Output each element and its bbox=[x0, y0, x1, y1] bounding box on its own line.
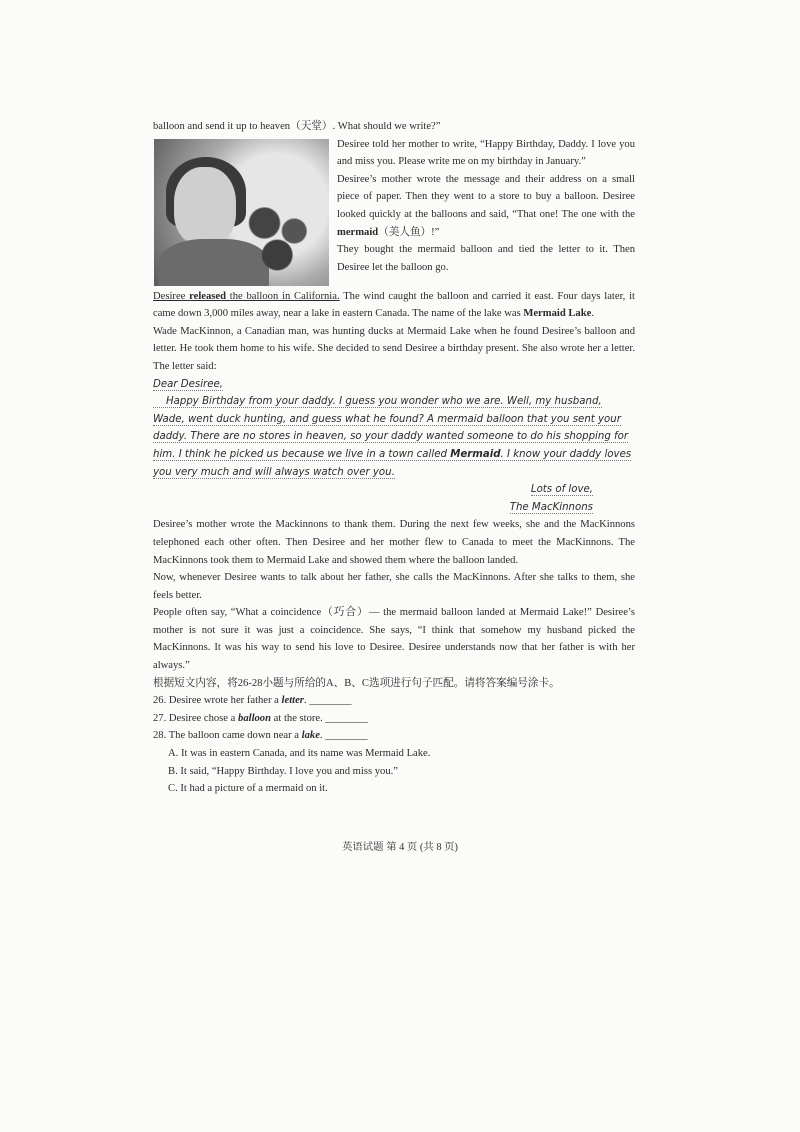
option-b: B. It said, “Happy Birthday. I love you and miss you.” bbox=[168, 765, 398, 777]
paragraph-3: They bought the mermaid balloon and tied the letter to it. Then Desiree let the balloon go. bbox=[337, 244, 635, 273]
underlined-sentence: Desiree released the balloon in California. bbox=[153, 290, 340, 302]
paragraph-1: Desiree told her mother to write, “Happy Birthday, Daddy. I love you and miss you. Please write me on my birthday in January.” bbox=[337, 138, 635, 168]
paragraph-4: Desiree released the balloon in California. The wind caught the balloon and carried it east. Four days later, it came down 3,000 miles away, near a lake in eastern Canada. The name of the lake was Mermaid Lake. bbox=[153, 290, 635, 320]
page-footer: 英语试题 第 4 页 (共 8 页) bbox=[341, 842, 459, 853]
paragraph-5: Wade MacKinnon, a Canadian man, was hunting ducks at Mermaid Lake when he found Desiree’s balloon and letter. He took them home to his wife. She decided to send Desiree a birthday present. She also wrote her a letter. The letter said: bbox=[153, 325, 635, 372]
letter-body: Happy Birthday from your daddy. I guess you wonder who we are. Well, my husband, Wade, went duck hunting, and guess what he found? A mermaid balloon that you sent your daddy. There are no stores in heaven, so your daddy wanted someone to do his shopping for him. I think he picked us because we live in a town called Mermaid. I know your daddy loves you very much and will always watch over you. bbox=[153, 396, 632, 478]
option-c: C. It had a picture of a mermaid on it. bbox=[168, 783, 328, 795]
photo-face bbox=[174, 167, 236, 245]
letter-signature: The MacKinnons bbox=[509, 501, 593, 513]
paragraph-2: Desiree’s mother wrote the message and their address on a small piece of paper. Then they went to a store to buy a balloon. Desiree looked quickly at the balloons and said, “That one! The one with the mermaid（美人鱼）!” bbox=[337, 173, 635, 238]
mackinnon-letter bbox=[153, 376, 635, 517]
instruction: 根据短文内容，将26-28小题与所给的A、B、C选项进行句子匹配。请将答案编号涂卡。 bbox=[153, 677, 560, 689]
photo-flowers bbox=[239, 199, 324, 279]
question-28: 28. The balloon came down near a lake. ________ bbox=[153, 730, 368, 742]
photo-section bbox=[153, 136, 635, 288]
girl-with-balloon-photo bbox=[154, 139, 329, 286]
option-a: A. It was in eastern Canada, and its name was Mermaid Lake. bbox=[168, 748, 431, 760]
question-26: 26. Desiree wrote her father a letter. ________ bbox=[153, 695, 352, 707]
reading-passage bbox=[153, 118, 635, 798]
letter-salutation: Dear Desiree, bbox=[153, 378, 223, 390]
letter-closing: Lots of love, bbox=[530, 484, 593, 496]
paragraph-6: Desiree’s mother wrote the Mackinnons to thank them. During the next few weeks, she and the MacKinnons telephoned each other often. Then Desiree and her mother flew to Canada to meet the MacKinnons. The MacKinnons took them to Mermaid Lake and showed them where the balloon landed. bbox=[153, 519, 635, 566]
paragraph-7: Now, whenever Desiree wants to talk about her father, she calls the MacKinnons. After she talks to them, she feels better. bbox=[153, 572, 635, 601]
paragraph-8: People often say, “What a coincidence（巧合）— the mermaid balloon landed at Mermaid Lake!” Desiree’s mother is not sure it was just a coincidence. She says, “I think that somehow my husband picked the MacKinnons. It was his way to send his love to Desiree. Desiree understands now that her father is with her always.” bbox=[153, 607, 635, 672]
question-27: 27. Desiree chose a balloon at the store. ________ bbox=[153, 712, 368, 724]
intro-line: balloon and send it up to heaven（天堂）. What should we write?” bbox=[153, 121, 441, 132]
